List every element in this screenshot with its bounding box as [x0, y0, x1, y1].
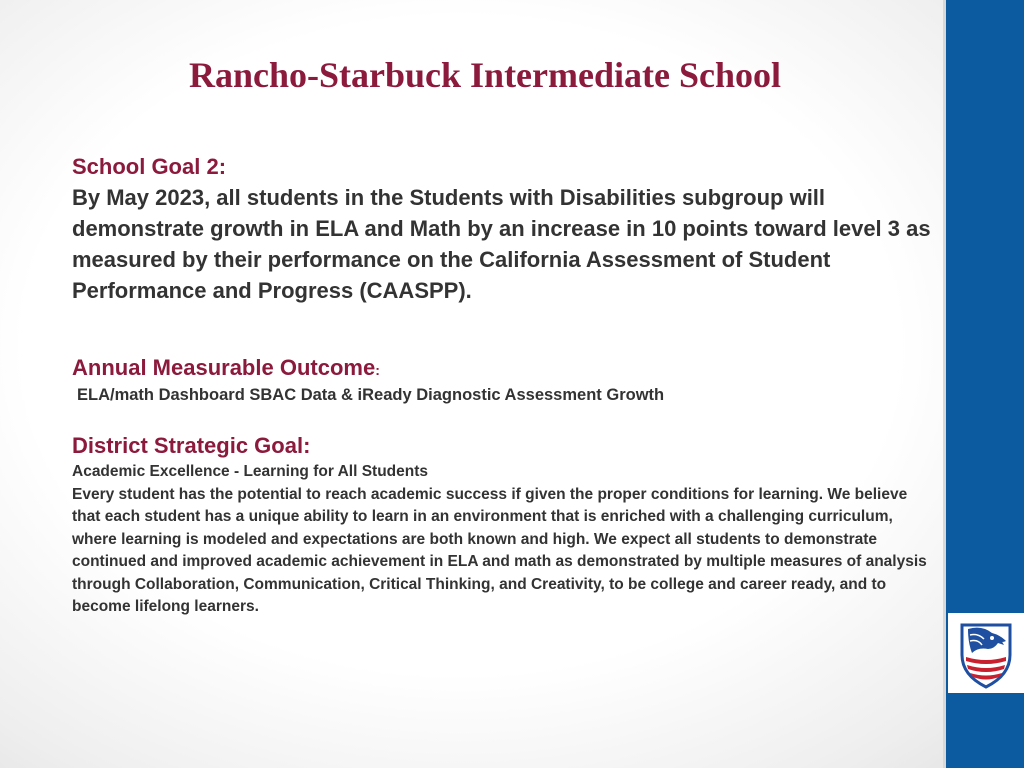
page-title: Rancho-Starbuck Intermediate School [189, 55, 781, 95]
district-goal-heading: District Strategic Goal: [72, 433, 311, 458]
school-goal-heading: School Goal 2: [72, 154, 227, 179]
eagle-shield-logo-icon [948, 613, 1024, 693]
district-goal-text: Every student has the potential to reach academic success if given the proper conditions for learning. We believe that each student has a unique ability to learn in an environment that is enriched with a challenging curriculum, where learning is modeled and expectations are both known and high. We expect all students to demonstrate continued and improved academic achievement in ELA and math as demonstrated by multiple measures of analysis through Collaboration, Communication, Critical Thinking, and Creativity, to be college and career ready, and to become lifelong learners. [72, 486, 927, 616]
annual-outcome-heading-label: Annual Measurable Outcome [72, 355, 376, 380]
school-goal-text: By May 2023, all students in the Students with Disabilities subgroup will demonstrate growth in ELA and Math by an increase in 10 points toward level 3 as measured by their performance on the California Assessment of Student Performance and Progress (CAASPP). [72, 185, 931, 303]
district-logo [948, 613, 1024, 693]
annual-outcome-heading [72, 354, 380, 384]
annual-outcome-heading-colon: : [375, 362, 380, 378]
district-goal-subheading: Academic Excellence - Learning for All Students [72, 463, 429, 480]
annual-outcome-text: ELA/math Dashboard SBAC Data & iReady Diagnostic Assessment Growth [77, 386, 665, 404]
